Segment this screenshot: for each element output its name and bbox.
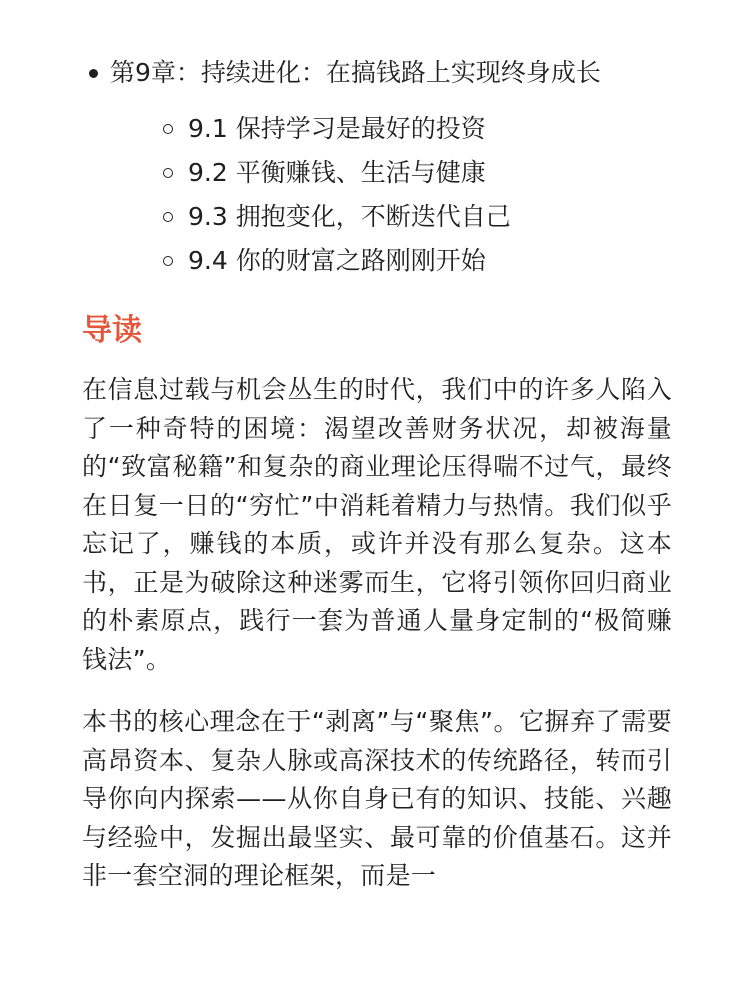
intro-paragraph: 在信息过载与机会丛生的时代，我们中的许多人陷入了一种奇特的困境：渴望改善财务状况，却被海量的“致富秘籍”和复杂的商业理论压得喘不过气，最终在日复一日的“穷忙”中消耗着精力与热情。我们似乎忘记了，赚钱的本质，或许并没有那么复杂。这本书，正是为破除这种迷雾而生，它将引领你回归商业的朴素原点，践行一套为普通人量身定制的“极简赚钱法”。 [82, 375, 672, 674]
toc-chapter-item [110, 56, 601, 90]
bullet-circle-icon [163, 256, 173, 266]
bullet-circle-icon [163, 168, 173, 178]
toc-section-item [188, 153, 511, 197]
toc-section-list [188, 109, 511, 285]
toc-section-item [188, 241, 511, 285]
toc-section-item [188, 197, 511, 241]
bullet-circle-icon [163, 212, 173, 222]
intro-paragraph: 本书的核心理念在于“剥离”与“聚焦”。它摒弃了需要高昂资本、复杂人脉或高深技术的传统路径，转而引导你向内探索——从你自身已有的知识、技能、兴趣与经验中，发掘出最坚实、最可靠的价值基石。这并非一套空洞的理论框架，而是一 [82, 707, 672, 890]
intro-heading: 导读 [82, 313, 142, 348]
bullet-dot-icon [89, 69, 98, 78]
bullet-circle-icon [163, 124, 173, 134]
toc-chapter-title: 第9章：持续进化：在搞钱路上实现终身成长 [110, 58, 601, 87]
toc-section-label: 9.3 拥抱变化，不断迭代自己 [188, 202, 511, 231]
toc-section-label: 9.2 平衡赚钱、生活与健康 [188, 158, 486, 187]
toc-section-label: 9.1 保持学习是最好的投资 [188, 114, 486, 143]
toc-section-label: 9.4 你的财富之路刚刚开始 [188, 246, 486, 275]
toc-section-item [188, 109, 511, 153]
